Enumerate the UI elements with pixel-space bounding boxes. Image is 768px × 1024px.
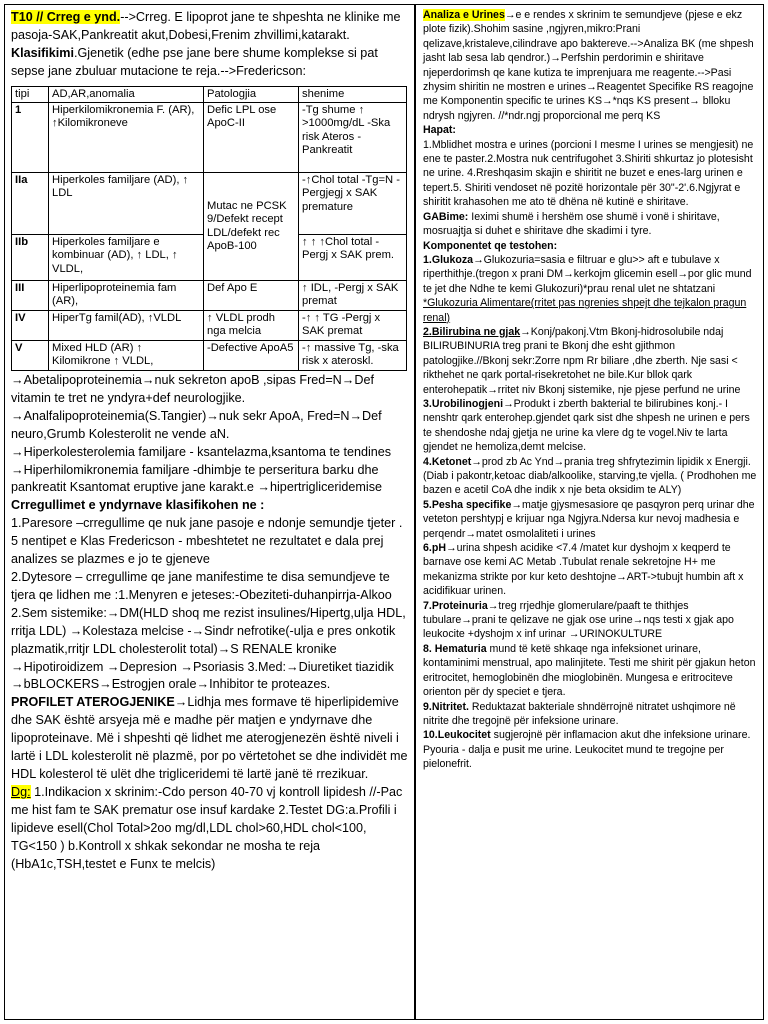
item-name: Bilirubina ne gjak bbox=[431, 325, 521, 338]
item-text: →Produkt i zberth bakterial te bilirubines konj.- I nenshtr qark enterohep.gjendet qark sist dhe shpesh ne urinen e pers te shendoshe ndaj gjetja ne urine ka vlere dg te vogel.Niv te larta gjendet ne hemoliza,demt melcise. bbox=[423, 397, 750, 454]
list-item bbox=[423, 498, 757, 541]
item-num: 3. bbox=[423, 397, 432, 410]
hapat-title-text: Hapat: bbox=[423, 124, 456, 137]
table-cell: Hiperkilomikronemia F. (AR), ↑Kilomikroneve bbox=[49, 103, 204, 173]
profilet-title: PROFILET ATEROGJENIKE bbox=[11, 695, 175, 710]
intro-paragraph bbox=[11, 9, 408, 45]
table-cell: -↑ massive Tg, -ska risk x ateroskl. bbox=[299, 341, 407, 371]
crreg-sistemike: 2.Sem sistemike:→DM(HLD shoq me rezist insulines/Hipertg,ulja HDL, rritja LDL) →Kolestaza melcise -→Sindr nefrotike(-ulja e pres onkotik plazmatik,rritjr LDL cholesterolit total)→S RENALE kronike →Hipotiroidizem →Depresion →Psoriasis 3.Med:→Diuretiket tiazidik →bBLOCKERS→Estrogjen orale→Inhibitor te proteazes. bbox=[11, 605, 406, 692]
table-cell: IIa bbox=[12, 173, 49, 235]
table-header: AD,AR,anomalia bbox=[49, 86, 204, 102]
table-cell: -Defective ApoA5 bbox=[204, 341, 299, 371]
table-cell: -↑Chol total -Tg=N -Pergjegj x SAK premature bbox=[299, 173, 407, 235]
item-name: Leukocitet bbox=[437, 729, 491, 742]
list-item bbox=[423, 728, 757, 771]
item-num: 10. bbox=[423, 729, 438, 742]
item-name: Pesha specifike bbox=[431, 498, 512, 511]
item-num: 6. bbox=[423, 542, 432, 555]
item-text: →urina shpesh acidike <7.4 /matet kur dyshojm x keqperd te barnave ose kemi AC Metab .Tubulat renale sekretojne H+ me mekanizma strikte por kur keto deshtojne→ART->tubujt humbin aft x acidifikuar urinen. bbox=[423, 542, 744, 598]
table-row bbox=[12, 341, 407, 371]
komponentet-title-text: Komponentet qe testohen: bbox=[423, 239, 558, 252]
list-item bbox=[423, 325, 757, 397]
item-name: Hematuria bbox=[434, 642, 487, 655]
table-cell: Hiperkoles familjare e kombinuar (AD), ↑ LDL, ↑ VLDL, bbox=[49, 235, 204, 281]
klasifikimi-paragraph bbox=[11, 45, 408, 81]
left-column bbox=[4, 4, 415, 1020]
item-name: Ketonet bbox=[431, 455, 472, 468]
dg-paragraph bbox=[11, 784, 408, 874]
table-header: tipi bbox=[12, 86, 49, 102]
section-title-highlight: T10 // Crreg e ynd. bbox=[11, 10, 121, 24]
item-text: →matje gjysmesasiore qe pasqyron perq urinar dhe veteton pershtypj e krijuar nga Ngjyra.Ndersa kur nevoj madhesia e perqendr→matet osmolaliteti i urines bbox=[423, 498, 755, 540]
table-cell: Defic LPL ose ApoC-II bbox=[204, 103, 299, 173]
table-cell: HiperTg famil(AD), ↑VLDL bbox=[49, 311, 204, 341]
list-item bbox=[423, 700, 757, 729]
table-cell-merged: Mutac ne PCSK 9/Defekt recept LDL/defekt rec ApoB-100 bbox=[204, 173, 299, 281]
table-row bbox=[12, 103, 407, 173]
profilet-text: →Lidhja mes formave të hiperlipidemive dhe SAK është arsyeja më e madhe për matjen e yndyrnave dhe lipoproteinave. Më i shpeshti që lidhet me aterogjenezën është niveli i lartë i LDL kolesterolit në plazmë, por po vërtetohet se dhe individët me HDL kolesterol të ulët dhe trigliceridemi të lartë janë të rrezikuar. bbox=[11, 695, 408, 781]
hapat-text: 1.Mblidhet mostra e urines (porcioni I mesme I urines se mengjesit) ne ene te paster.2.Mostra nuk centrifugohet 3.Shiriti shkurtaz jo plotesisht ne urine. 4.Rreshqasim skajin e shiritit ne buzet e enes-larg urinen e tepert.5. Shiriti vendoset në pozitë horizontale për 30"-2'.6.Ngjyrat e shiritit krahasohen me ato të dhëna në kutinë e shiritave. bbox=[423, 138, 754, 209]
table-row bbox=[12, 173, 407, 235]
table-cell: Def Apo E bbox=[204, 281, 299, 311]
klasifikimi-label: Klasifikimi bbox=[11, 45, 74, 60]
list-item bbox=[423, 397, 757, 455]
crreg-title bbox=[11, 497, 408, 515]
item-text: →Glukozuria=sasia e filtruar e glu>> aft e tubulave x riperthithje.(tregon x prani DM→kerkojm glicemin esell→por glic mund te jet dhe Ndhe te kemi Glukozuri)*prau renal ulet ne shtatzani bbox=[423, 253, 752, 295]
crreg-dytesore: 2.Dytesore – crregullime qe jane manifestime te disa semundjeve te tjera qe lidhen me :1.Menyren e jeteses:-Obeziteti-duhanpirrja-Alkoo bbox=[11, 570, 392, 602]
table-cell: ↑ VLDL prodh nga melcia bbox=[204, 311, 299, 341]
analiza-paragraph bbox=[423, 8, 757, 123]
table-cell: 1 bbox=[12, 103, 49, 173]
list-item bbox=[423, 642, 757, 700]
table-row bbox=[12, 311, 407, 341]
analiza-text: →e e rendes x skrinim te semundjeve (pjese e ekz plote fizik).Shohim sasine ,ngjyren,mikro:Prani qelizave,kristaleve,cilindrave apo baktereve.-->Analiza BK (me shpesh jasht lab sesa lab qendror.)→Perfshin perdorimin e shiritave njeperdorimsh qe kane kutiza te imprenjuara me reagente.-->Pasi zhysim shiritin ne mostren e urines→Reagentet Specifike RS reagojne me Komponentin specific te urines KS→*nqs KS present→ blloku ndrysh ngjyren. //*ndr.ngj proporcional me perq KS bbox=[423, 9, 754, 122]
item-extra: *Glukozuria Alimentare(rritet pas ngrenies shpejt dhe tejkalon pragun renal) bbox=[423, 297, 747, 324]
profilet-paragraph bbox=[11, 694, 408, 784]
table-cell: V bbox=[12, 341, 49, 371]
table-cell: ↑ IDL, -Pergj x SAK premat bbox=[299, 281, 407, 311]
gabime-title: GABime: bbox=[423, 210, 469, 223]
item-num: 5. bbox=[423, 498, 432, 511]
hiperkolesterolemia-text: →Hiperkolesterolemia familjare - ksantelazma,ksantoma te tendines bbox=[11, 444, 392, 459]
hapat-title bbox=[423, 123, 757, 137]
right-column bbox=[415, 4, 764, 1020]
intro-text: -->Crreg. E lipoprot jane te shpeshta ne klinike me pasoja-SAK,Pankreatit akut,Dobesi,Frenim zhvillimi,katarakt. bbox=[11, 10, 401, 42]
item-text: Reduktazat bakteriale shndërrojnë nitratet ushqimore në nitrite dhe tregojnë për infeksione urinare. bbox=[423, 700, 736, 727]
item-text: →Konj/pakonj.Vtm Bkonj-hidrosolubile ndaj BILIRUBINURIA treg prani te Bkonj dhe esht gjithmon patologjike.//Bkonj sekr:Zorre npm Rr biliare ,dhe zberth. Nje sasi < rikthehet ne qark portal-risekretohet ne bile.Kur bllok qark enterohepatik→rritet niv Bkonj sistemike, nje pjese perfund ne urine bbox=[423, 325, 741, 396]
item-num: 1. bbox=[423, 253, 432, 266]
gabime-text: Ieximi shumë i hershëm ose shumë i vonë i shiritave, mosruajtja si duhet e shiritave dhe skadimi i tyre. bbox=[423, 210, 720, 238]
analfalipoproteinemia-text: →Analfalipoproteinemia(S.Tangier)→nuk sekr ApoA, Fred=N→Def neuro,Grumb Kolesterolit ne vende aN. bbox=[11, 408, 382, 441]
list-item bbox=[423, 599, 757, 642]
item-num: 2. bbox=[423, 325, 432, 338]
table-cell: III bbox=[12, 281, 49, 311]
table-cell: -↑ ↑ TG -Pergj x SAK premat bbox=[299, 311, 407, 341]
fredrickson-table bbox=[11, 86, 407, 371]
item-name: Urobilinogjeni bbox=[431, 397, 504, 410]
list-item bbox=[423, 253, 757, 325]
table-cell: ↑ ↑ ↑Chol total -Pergj x SAK prem. bbox=[299, 235, 407, 281]
dg-label: Dg: bbox=[11, 784, 31, 799]
crreg-paresore: 1.Paresore –crregullime qe nuk jane pasoje e ndonje semundje tjeter . 5 nentipet e Klas Fredericson - mbeshtetet ne rezultatet e dala prej analizes se plazmes e jo te gjeneve bbox=[11, 516, 403, 567]
item-name: Proteinuria bbox=[431, 599, 488, 612]
item-name: Glukoza bbox=[431, 253, 474, 266]
hiperhilomikronemia-text: →Hiperhilomikronemia familjare -dhimbje te perseritura barku dhe pankreatit Ksantomat eruptive jane karakt.e →hipertrigliceridemise bbox=[11, 462, 382, 495]
table-cell: Hiperlipoproteinemia fam (AR), bbox=[49, 281, 204, 311]
table-cell: IV bbox=[12, 311, 49, 341]
dg-text: 1.Indikacion x skrinim:-Cdo person 40-70 vj kontroll lipidesh //-Pac me hist fam te SAK prematur ose insuf kardake 2.Testet DG:a.Profili i lipideve esell(Chol Total>2oo mg/dl,LDL chol>60,HDL chol<100, TG<150 ) b.Kontroll x shkak sekondar ne mosha te reja (HbA1c,TSH,testet e Funx te melcis) bbox=[11, 784, 403, 871]
item-num: 8. bbox=[423, 642, 435, 655]
crreg-title-text: Crregullimet e yndyrnave klasifikohen ne : bbox=[11, 498, 265, 513]
list-item bbox=[423, 455, 757, 498]
gabime-paragraph bbox=[423, 210, 757, 239]
table-header-row bbox=[12, 86, 407, 102]
item-text: →treg rrjedhje glomerulare/paaft te thithjes tubulare→prani te qelizave ne gjak ose urine→nqs testi x gjak apo leukocite +dyshojm x inf urinar →URINOKULTURE bbox=[423, 599, 734, 641]
list-item bbox=[423, 541, 757, 599]
table-header: Patologjia bbox=[204, 86, 299, 102]
item-name: pH bbox=[431, 542, 446, 555]
item-text: sugjerojnë për inflamacion akut dhe infeksione urinare. Pyouria - dalja e pusit me urine. Leukocitet mund te tregojne per pielonefrit. bbox=[423, 729, 751, 771]
table-row bbox=[12, 281, 407, 311]
table-header: shenime bbox=[299, 86, 407, 102]
table-cell: Hiperkoles familjare (AD), ↑ LDL bbox=[49, 173, 204, 235]
abetalipoproteinemia-text: →Abetalipoproteinemia→nuk sekreton apoB ,sipas Fred=N→Def vitamin te tret ne yndyra+def neurologjike. bbox=[11, 373, 374, 405]
table-cell: Mixed HLD (AR) ↑ Kilomikrone ↑ VLDL, bbox=[49, 341, 204, 371]
item-num: 4. bbox=[423, 455, 432, 468]
item-num: 7. bbox=[423, 599, 432, 612]
item-text: mund të ketë shkaqe nga infeksionet urinare, kontaminimi menstrual, apo malinjitete. Testi me shirit për gjakun heton eritrocitet, hemoglobinën dhe mioglobinën. Mungesa e eritrociteve orienton për dy speciet e tjera. bbox=[423, 642, 756, 699]
analiza-title: Analiza e Urines bbox=[423, 9, 505, 21]
item-num: 9. bbox=[423, 700, 432, 713]
komponentet-title bbox=[423, 239, 757, 253]
item-name: Nitritet. bbox=[431, 700, 469, 713]
item-text: →prod zb Ac Ynd→prania treg shfrytezimin lipidik x Energji.(Diab i pakontr,ketoac diab/alkoolike, starving,te vjella. ( Prodhohen me bazen e acetil CoA dhe indik x nje beta oksidim te ALY) bbox=[423, 455, 757, 497]
klasifikimi-text: .Gjenetik (edhe pse jane bere shume komplekse si pat sepse jane zbuluar mutacione te reja.-->Fredericson: bbox=[11, 45, 378, 78]
table-cell: IIb bbox=[12, 235, 49, 281]
table-cell: -Tg shume ↑ >1000mg/dL -Ska risk Ateros -Pankreatit bbox=[299, 103, 407, 173]
